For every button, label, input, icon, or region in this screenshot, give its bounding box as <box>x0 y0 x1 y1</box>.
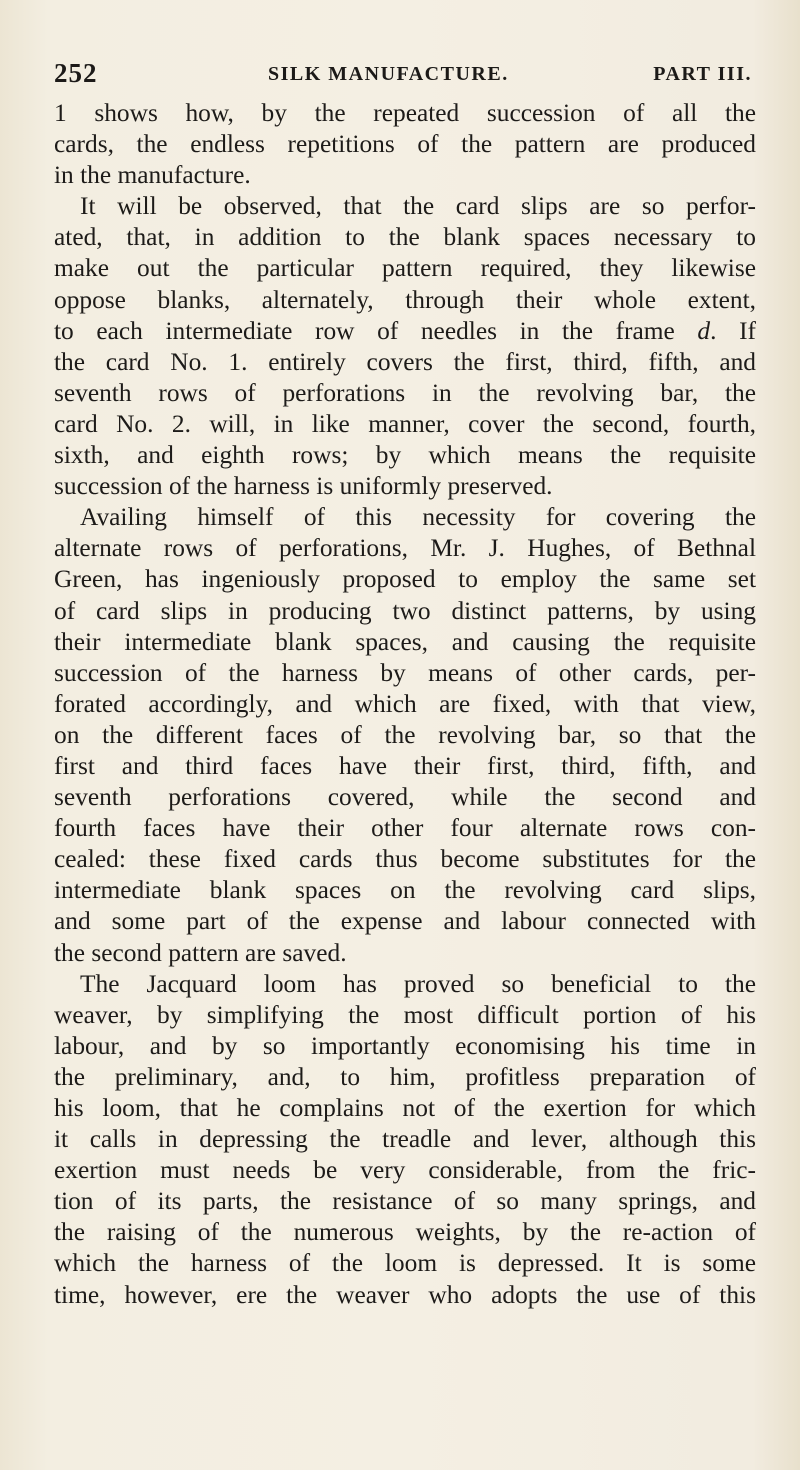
text-line: which the harness of the loom is depressed. It is some <box>54 1249 756 1278</box>
running-head: SILK MANUFACTURE. <box>268 63 509 85</box>
text-line: Green, has ingeniously proposed to employ the same set <box>54 565 756 594</box>
text-line: of card slips in producing two distinct patterns, by using <box>54 596 756 625</box>
page-header <box>54 58 754 92</box>
text-line: make out the particular pattern required, they likewise <box>54 254 756 283</box>
text-line: and some part of the expense and labour connected with <box>54 907 756 936</box>
text-line: it calls in depressing the treadle and lever, although this <box>54 1125 756 1154</box>
text-line: the second pattern are saved. <box>54 938 347 967</box>
text-line: ated, that, in addition to the blank spaces necessary to <box>54 223 756 252</box>
text-line: the card No. 1. entirely covers the first, third, fifth, and <box>54 347 756 376</box>
text-line: labour, and by so importantly economising his time in <box>54 1031 756 1060</box>
text-line: his loom, that he complains not of the exertion for which <box>54 1094 756 1122</box>
text-line: tion of its parts, the resistance of so many springs, and <box>54 1187 756 1216</box>
text-line: seventh perforations covered, while the second and <box>54 783 756 812</box>
text-line: alternate rows of perforations, Mr. J. Hughes, of Bethnal <box>54 534 756 563</box>
paragraph-start: It will be observed, that the card slips are so perfor- <box>80 192 756 221</box>
text-segment: . If <box>710 316 756 345</box>
text-line: the raising of the numerous weights, by the re-action of <box>54 1218 756 1247</box>
text-line: exertion must needs be very considerable, from the fric- <box>54 1156 756 1185</box>
text-line: the preliminary, and, to him, profitless preparation of <box>54 1062 756 1091</box>
paragraph-start: The Jacquard loom has proved so beneficial to the <box>80 969 756 998</box>
italic-letter: d <box>697 316 711 345</box>
paragraph-start: Availing himself of this necessity for covering the <box>80 503 756 532</box>
text-line: cealed: these fixed cards thus become substitutes for the <box>54 845 756 874</box>
body-text <box>54 98 756 1311</box>
text-line: their intermediate blank spaces, and causing the requisite <box>54 627 756 656</box>
text-line: fourth faces have their other four alternate rows con- <box>54 814 756 843</box>
text-line: forated accordingly, and which are fixed, with that view, <box>54 689 756 718</box>
text-line: succession of the harness is uniformly preserved. <box>54 472 553 501</box>
text-line: time, however, ere the weaver who adopts the use of this <box>54 1280 756 1309</box>
text-line: on the different faces of the revolving bar, so that the <box>54 720 756 749</box>
text-line <box>54 316 756 347</box>
text-line: 1 shows how, by the repeated succession of all the <box>54 99 756 127</box>
text-line: card No. 2. will, in like manner, cover the second, fourth, <box>54 409 756 438</box>
page-number: 252 <box>54 58 98 88</box>
text-line: in the manufacture. <box>54 161 251 190</box>
text-line: succession of the harness by means of other cards, per- <box>54 658 756 687</box>
text-line: sixth, and eighth rows; by which means the requisite <box>54 441 756 470</box>
text-line: intermediate blank spaces on the revolving card slips, <box>54 876 756 905</box>
part-label: PART III. <box>653 63 752 85</box>
text-line: seventh rows of perforations in the revolving bar, the <box>54 378 756 407</box>
text-line: oppose blanks, alternately, through their whole extent, <box>54 285 756 314</box>
text-line: weaver, by simplifying the most difficult portion of his <box>54 1000 756 1029</box>
text-segment: to each intermediate row of needles in the frame <box>54 316 675 345</box>
text-line: cards, the endless repetitions of the pattern are produced <box>54 130 756 159</box>
text-line: first and third faces have their first, third, fifth, and <box>54 751 756 780</box>
